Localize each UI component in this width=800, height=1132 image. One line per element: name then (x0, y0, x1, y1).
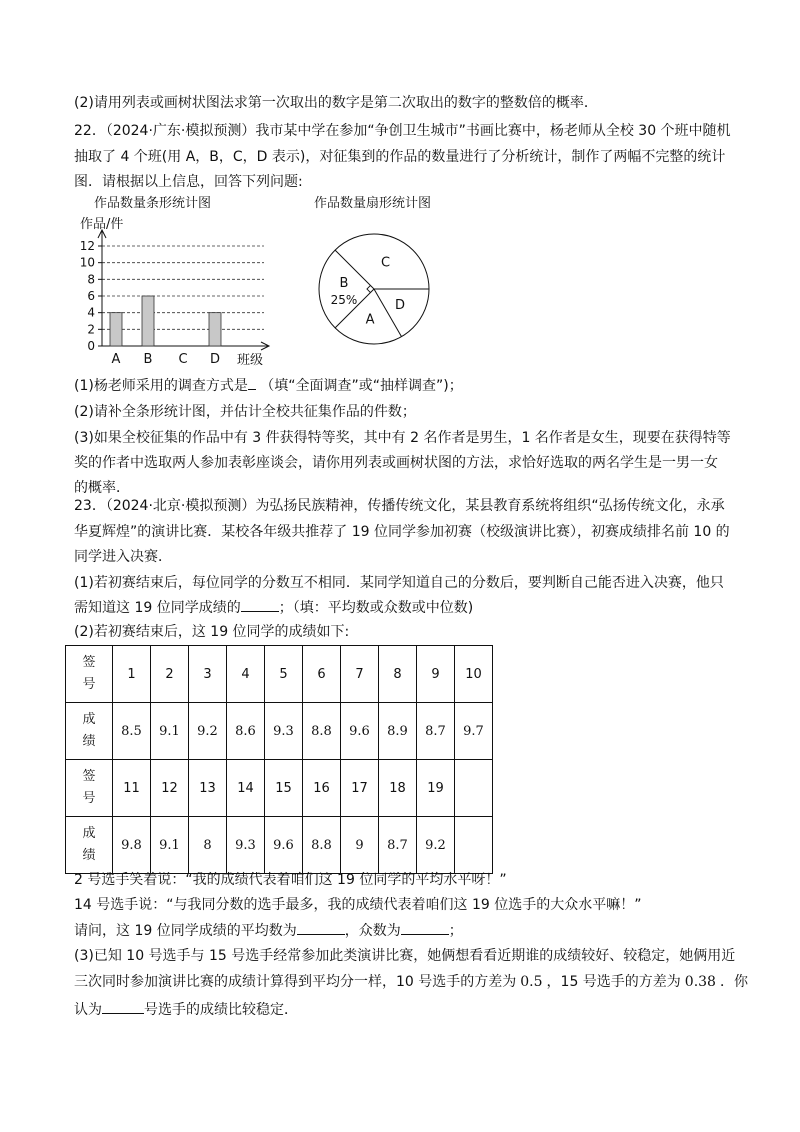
table-cell: 9.1 (151, 703, 189, 760)
table-cell: 9.1 (151, 817, 189, 874)
q23-part1-line2 (74, 597, 473, 618)
x-axis-label: 班级 (237, 353, 264, 368)
slice-label-b: B (339, 276, 349, 291)
table-cell: 13 (189, 760, 227, 817)
table-cell: 8 (379, 646, 417, 703)
category-label: B (143, 352, 153, 367)
y-axis-label: 作品/件 (80, 217, 124, 232)
q22-charts (74, 188, 474, 368)
table-cell: 4 (227, 646, 265, 703)
q23-ask-text: 请问，这 19 位同学成绩的平均数为 (74, 923, 297, 939)
score-table (65, 645, 493, 874)
table-cell: 9.6 (265, 817, 303, 874)
label-score: 成 绩 (66, 703, 113, 760)
answer-blank[interactable] (102, 999, 144, 1014)
y-tick-label: 4 (87, 305, 95, 320)
q22-part1-hint: （填“全面调查”或“抽样调查”)； (260, 378, 463, 394)
table-cell: 9 (341, 817, 379, 874)
q23-ask-end: ； (448, 923, 463, 939)
answer-blank[interactable] (248, 375, 256, 390)
table-cell: 6 (303, 646, 341, 703)
slice-label-d: D (394, 298, 405, 313)
table-cell: 10 (455, 646, 493, 703)
q23-ask-mode: ，众数为 (344, 923, 401, 939)
y-tick-label: 2 (87, 322, 95, 337)
q23-part1-hint: ；（填：平均数或众数或中位数) (278, 600, 474, 616)
bar-a (110, 313, 122, 346)
table-cell: 18 (379, 760, 417, 817)
q23-quote-14: 14 号选手说：“与我同分数的选手最多，我的成绩代表着咱们这 19 位选手的大众水平嘛！” (74, 897, 642, 913)
answer-blank[interactable] (241, 597, 279, 612)
category-label: A (111, 352, 121, 367)
table-cell: 9.3 (227, 817, 265, 874)
q23-part3-suffix: 号选手的成绩比较稳定． (144, 1002, 298, 1018)
variance-10: 0.5 (520, 974, 543, 990)
slice-value-label: 25% (330, 293, 358, 307)
table-cell: 8.6 (227, 703, 265, 760)
table-cell: 9.8 (113, 817, 151, 874)
label-number: 签 号 (66, 760, 113, 817)
q23-part1-line1: (1)若初赛结束后，每位同学的分数互不相同．某同学知道自己的分数后，要判断自己能否进入决赛，他只 (74, 575, 724, 591)
q21-part2: (2)请用列表或画树状图法求第一次取出的数字是第二次取出的数字的整数倍的概率． (74, 95, 598, 111)
table-cell: 3 (189, 646, 227, 703)
variance-15: 0.38 (684, 974, 716, 990)
q23-part3-text-b: ，15 号选手的方差为 (546, 974, 681, 990)
table-cell: 8.8 (303, 703, 341, 760)
table-cell: 5 (265, 646, 303, 703)
table-row (66, 817, 493, 874)
q22-intro-line2: 抽取了 4 个班(用 A，B，C，D 表示)，对征集到的作品的数量进行了分析统计，制作了两幅不完整的统计 (74, 149, 726, 165)
q23-part2: (2)若初赛结束后，这 19 位同学的成绩如下: (74, 624, 350, 640)
table-row (66, 760, 493, 817)
q23-intro-line1: 23．（2024·北京·模拟预测）为弘扬民族精神，传播传统文化，某县教育系统将组织“弘扬传统文化，永承 (74, 498, 725, 514)
q23-part3-text: 三次同时参加演讲比赛的成绩计算得到平均分一样，10 号选手的方差为 (74, 974, 517, 990)
q23-quote-2: 2 号选手笑着说：“我的成绩代表着咱们这 19 位同学的平均水平呀！” (74, 872, 507, 888)
q23-part3-line3 (74, 999, 298, 1020)
table-cell: 14 (227, 760, 265, 817)
table-cell: 2 (151, 646, 189, 703)
table-cell (455, 817, 493, 874)
category-label: D (209, 352, 221, 367)
q23-part3-line1: (3)已知 10 号选手与 15 号选手经常参加此类演讲比赛，她俩想看看近期谁的成绩较好、较稳定，她俩用近 (74, 948, 736, 964)
answer-blank[interactable] (401, 920, 449, 935)
table-cell: 9.2 (417, 817, 455, 874)
table-cell: 19 (417, 760, 455, 817)
q23-part3-prefix: 认为 (74, 1002, 102, 1018)
y-tick-label: 10 (79, 255, 95, 270)
q23-part3-line2 (74, 972, 748, 992)
table-cell (455, 760, 493, 817)
bar-d (209, 313, 221, 346)
table-cell: 8.8 (303, 817, 341, 874)
q23-part1-text: 需知道这 19 位同学成绩的 (74, 600, 241, 616)
bar-b (142, 296, 154, 346)
q22-part3-line1: (3)如果全校征集的作品中有 3 件获得特等奖，其中有 2 名作者是男生，1 名作者是女生，现要在获得特等 (74, 430, 731, 446)
table-cell: 8.5 (113, 703, 151, 760)
table-cell: 17 (341, 760, 379, 817)
q22-intro-line3: 图．请根据以上信息，回答下列问题: (74, 174, 303, 190)
table-cell: 9.3 (265, 703, 303, 760)
table-cell: 16 (303, 760, 341, 817)
slice-label-c: C (380, 255, 391, 271)
q22-part1 (74, 375, 463, 396)
q23-intro-line3: 同学进入决赛． (74, 549, 172, 565)
label-score: 成 绩 (66, 817, 113, 874)
q23-ask (74, 920, 463, 941)
y-tick-label: 12 (79, 239, 95, 253)
q23-intro-line2: 华夏辉煌”的演讲比赛．某校各年级共推荐了 19 位同学参加初赛（校级演讲比赛），初赛成绩排名前 10 的 (74, 524, 730, 540)
table-cell: 9.6 (341, 703, 379, 760)
q22-part2: (2)请补全条形统计图，并估计全校共征集作品的件数； (74, 404, 416, 420)
table-cell: 1 (113, 646, 151, 703)
table-cell: 9.7 (455, 703, 493, 760)
table-cell: 11 (113, 760, 151, 817)
q22-part3-line3: 的概率． (74, 480, 130, 496)
bar-chart (74, 188, 304, 368)
q22-intro-line1: 22．（2024·广东·模拟预测）我市某中学在参加“争创卫生城市”书画比赛中，杨老师从全校 30 个班中随机 (74, 123, 731, 139)
y-tick-label: 6 (87, 289, 95, 303)
table-row (66, 646, 493, 703)
y-tick-label: 8 (87, 272, 95, 287)
y-tick-label: 0 (87, 339, 95, 353)
table-cell: 9.2 (189, 703, 227, 760)
table-cell: 8 (189, 817, 227, 874)
table-cell: 8.7 (417, 703, 455, 760)
bar-chart-title: 作品数量条形统计图 (94, 196, 212, 211)
label-number: 签 号 (66, 646, 113, 703)
q22-part3-line2: 奖的作者中选取两人参加表彰座谈会，请你用列表或画树状图的方法，求恰好选取的两名学生是一男一女 (74, 455, 718, 471)
table-cell: 8.9 (379, 703, 417, 760)
table-cell: 12 (151, 760, 189, 817)
table-cell: 15 (265, 760, 303, 817)
category-label: C (178, 352, 188, 367)
table-cell: 8.7 (379, 817, 417, 874)
pie-chart-title: 作品数量扇形统计图 (314, 196, 432, 211)
q22-part1-text: (1)杨老师采用的调查方式是 (74, 378, 248, 394)
table-row (66, 703, 493, 760)
table-cell: 9 (417, 646, 455, 703)
slice-label-a: A (365, 312, 375, 328)
answer-blank[interactable] (297, 920, 345, 935)
pie-chart (318, 226, 468, 376)
table-cell: 7 (341, 646, 379, 703)
q23-part3-text-c: ．你 (719, 974, 748, 990)
